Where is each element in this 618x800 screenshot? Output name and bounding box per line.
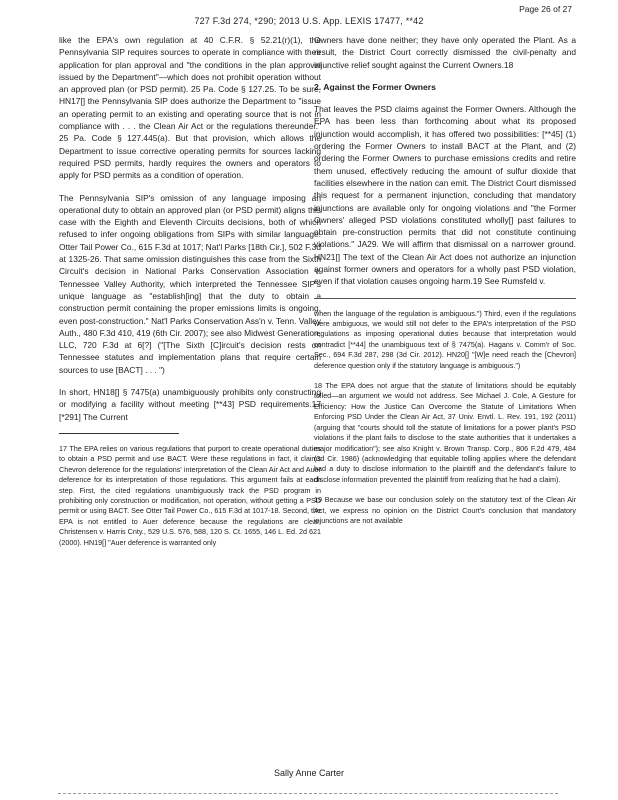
footnote-17-continued: when the language of the regulation is ambiguous.") Third, even if the regulations were ambiguous, we would still not defer to the EPA's interpretation of the PSD regulations as imposing operational duties because that interpretation would contradict [**44] the unambiguous text of § 7475(a). Hagans v. Comm'r of Soc. Sec., 694 F.3d 287, 298 (3d Cir. 2012). HN20[] "[W]e need reach the [Chevron] deference question only if the statutory language is ambiguous.") <box>314 308 576 370</box>
footnote-divider-right <box>314 298 576 299</box>
page-number: Page 26 of 27 <box>519 4 572 14</box>
footnote-18: 18 The EPA does not argue that the statute of limitations should be equitably tolled—an argument we would not address. See Michael J. Cole, A Gesture for Efficiency: How the Justice Can Overcome the Statute of Limitations When Enforcing PSD Under the Clean Air Act, 37 Univ. Envtl. L. Rev. 191, 192 (2011) (arguing that "courts should toll the statute of limitations for a power plant's PSD violations if the plant fails to disclose to the state authorities that it undertakes a major modification"); see also Knight v. Brown Transp. Corp., 806 F.2d 479, 484 (3d Cir. 1986) (acknowledging that equitable tolling applies where the defendant had a duty to disclose information to the plaintiff and the defendant's failure to disclose information prevented the plaintiff from realizing that he had a claim). <box>314 381 576 484</box>
left-paragraph-3: In short, HN18[] § 7475(a) unambiguously prohibits only constructing or modifying a facility without meeting [**43] PSD requirements.17 [*291] The Current <box>59 387 321 422</box>
section-heading: 2. Against the Former Owners <box>314 81 436 92</box>
footnote-17: 17 The EPA relies on various regulations that purport to create operational duties to obtain a PSD permit and use BACT. Were these regulations in fact, it claims Chevron deference for the regulations' interpretation of the Clean Air Act and Auer deference for its interpretation of those regulations. This argument fails at each step. First, the cited regulations unambiguously track the PSD program in prohibiting only construction or modification, not operation, without getting a PSD permit or using BACT. See Otter Tail Power Co., 615 F.3d at 1017-18. Second, the EPA is not entitled to Auer deference because the regulations are clear. Christensen v. Harris Cnty., 529 U.S. 576, 588, 120 S. Ct. 1655, 146 L. Ed. 2d 621 (2000). HN19[] "Auer deference is warranted only <box>59 443 321 547</box>
footnote-divider <box>59 433 179 434</box>
right-paragraph-2: That leaves the PSD claims against the Former Owners. Although the EPA has been less than forthcoming about what its proposed injunction would accomplish, it has offered two possibilities: [**45] (1) ordering the Former Owners to install BACT at the Plant, and (2) ordering the Former Owners to purchase emissions credits and retire them unused, effectively reducing the amount of sulfur dioxide that facilities elsewhere in the nation can emit. The District Court dismissed this request for a permanent injunction, concluding that mandatory injunctions are available only for ongoing violations and "the Former Owners' alleged PSD violations constituted wholly[] past failures to obtain pre-construction permits that did not constitute continuing violations." JA29. We will affirm that dismissal on a narrower ground. HN21[] The text of the Clean Air Act does not authorize an injunction against former owners and operators for a wholly past PSD violation, even if that violation causes ongoing harm.19 See Rumsfeld v. <box>314 104 576 287</box>
right-paragraph-1: Owners have done neither; they have only operated the Plant. As a result, the District Court correctly dismissed the civil-penalty and injunctive relief sought against the Current Owners.18 <box>314 35 576 70</box>
right-column <box>314 34 576 536</box>
case-citation-header: 727 F.3d 274, *290; 2013 U.S. App. LEXIS 17477, **42 <box>194 16 424 26</box>
footnote-19: 19 Because we base our conclusion solely on the statutory text of the Clean Air Act, we express no opinion on the District Court's conclusion that mandatory injunctions are not available <box>314 495 576 525</box>
footer-user-name: Sally Anne Carter <box>273 768 345 778</box>
left-paragraph-1: like the EPA's own regulation at 40 C.F.R. § 52.21(r)(1), the Pennsylvania SIP requires sources to operate in compliance with their application for plan approval and "the conditions in the plan approval issued by the Department"—which does not prohibit operation without an approved plan (or PSD permit). 25 Pa. Code § 127.25. To be sure, HN17[] the Pennsylvania SIP does authorize the Department to "issue an operating permit to an existing and operating source that is not in compliance with . . . the Clean Air Act or the regulations thereunder." 25 Pa. Code § 127.445(a). But that provision, which allows the Department to issue corrective operating permits for sources lacking required PSD permits, hardly requires the owners and operators to apply for PSD permits as a condition of operation. <box>59 35 321 181</box>
left-paragraph-2: The Pennsylvania SIP's omission of any language imposing an operational duty to obtain an approved plan (or PSD permit) aligns this case with the Eighth and Eleventh Circuits decisions, both of which refused to infer ongoing obligations from SIPs with similar language. Otter Tail Power Co., 615 F.3d at 1017; Nat'l Parks [18th Cir.], 502 F.3d at 1325-26. That same omission distinguishes this case from the Sixth Circuit's decision in National Parks Conservation Association v. Tennessee Valley Authority, which interpreted the Tennessee SIP's unique language as "establish[ing] that the duty to obtain a construction permit containing the proper emissions limits is ongoing, even post-construction." Nat'l Parks Conservation Ass'n v. Tenn. Valley Auth., 480 F.3d 410, 419 (6th Cir. 2007); see also Midwest Generation, LLC, 720 F.3d at 6[?] ("[The Sixth [C]ircuit's decision rests on Tennessee statutes and implementation plans that require certain sources to use [BACT] . . . ") <box>59 192 321 375</box>
left-column <box>59 34 321 558</box>
footer-divider <box>58 793 558 794</box>
